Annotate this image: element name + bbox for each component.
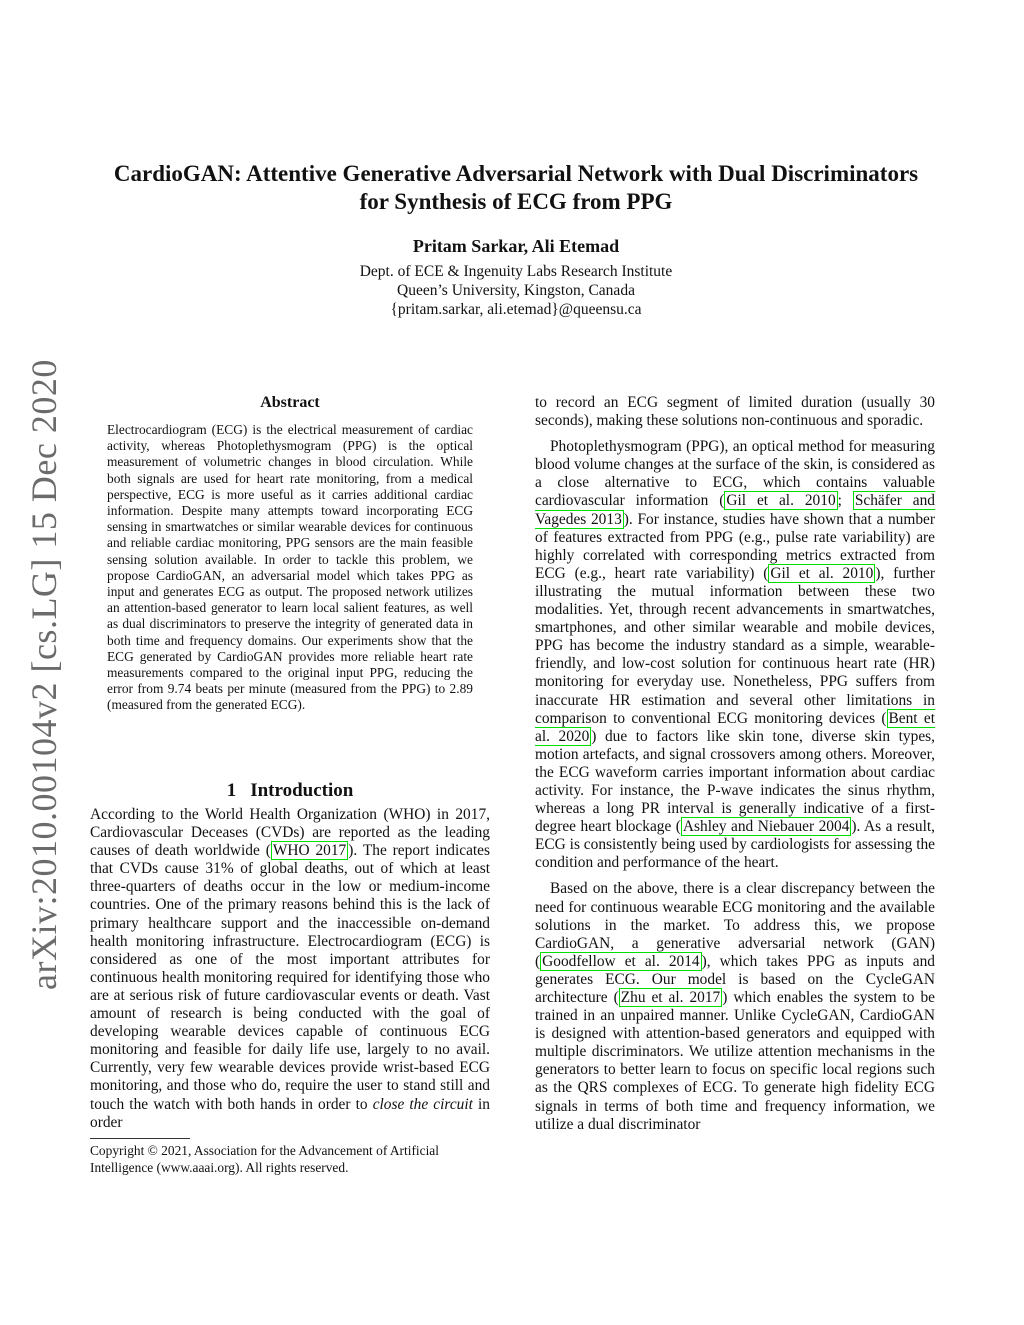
- authors: Pritam Sarkar, Ali Etemad: [412, 236, 620, 256]
- intro-text: ). The report indicates that CVDs cause 31% of global deaths, out of which at least three-quarters of deaths occur in the low or medium-income countries. One of the primary reasons behind this is the lack of primary healthcare support and the inaccessible on-demand health monitoring infrastructure. Electrocardiogram (ECG) is considered as one of the most important attributes for continuous health monitoring required for identifying those who are at serious risk of future cardiovascular events or death. Vast amount of research is being conducted with the goal of developing wearable devices capable of continuous ECG monitoring and feasible for daily life use, largely to no avail. Currently, very few wearable devices provide wrist-based ECG monitoring, and those who do, require the user to stand still and touch the watch with both hands in order to: [90, 842, 491, 1113]
- para-text: ;: [837, 492, 853, 510]
- para-text: ). As a result, ECG is consistently being used by cardiologists for assessing the condition and performance of the heart.: [535, 818, 935, 872]
- para-text: ) which enables the system to be trained in an unpaired manner. Unlike CycleGAN, CardioGAN is designed with attention-based generators and equipped with multiple discriminators. We utilize attention mechanisms in the generators to better learn to focus on specific local regions such as the QRS complexes of ECG. To generate high fidelity ECG signals in terms of both time and frequency information, we utilize a dual discriminator: [535, 989, 935, 1133]
- citation-link[interactable]: Ashley and Niebauer 2004: [682, 818, 850, 836]
- right-paragraph-2: [535, 438, 935, 872]
- arxiv-stamp: arXiv:2010.00104v2 [cs.LG] 15 Dec 2020: [24, 359, 64, 990]
- citation-link[interactable]: Goodfellow et al. 2014: [542, 952, 700, 970]
- footnote-rule: [90, 1138, 190, 1139]
- right-paragraph-1: to record an ECG segment of limited duration (usually 30 seconds), making these solutions non-continuous and sporadic.: [535, 394, 935, 430]
- intro-text: in order: [90, 1095, 490, 1131]
- para-text: ), which takes PPG as inputs and generates ECG. Our model is based on the CycleGAN architecture (: [535, 952, 936, 1006]
- abstract-heading: Abstract: [260, 394, 320, 411]
- paper-title: [60, 160, 972, 216]
- para-text: ) due to factors like skin tone, diverse skin types, motion artefacts, and signal crossovers among others. Moreover, the ECG waveform carries important information about cardiac activity. For instance, the P-wave indicates the sinus rhythm, whereas a long PR interval is generally indicative of a first-degree heart blockage (: [535, 727, 935, 836]
- affiliation: [160, 262, 872, 319]
- para-text: Photoplethysmogram (PPG), an optical method for measuring blood volume changes at the surface of the skin, is considered as a close alternative to ECG, which contains valuable cardiovascular information (: [535, 438, 935, 510]
- para-text: Based on the above, there is a clear discrepancy between the need for continuous wearable ECG monitoring and the available solutions in the market. To address this, we propose CardioGAN, a generative adversarial network (GAN) (: [535, 880, 935, 970]
- title-line-2: for Synthesis of ECG from PPG: [359, 189, 673, 214]
- right-paragraph-3: [535, 880, 935, 1133]
- copyright-footnote: Copyright © 2021, Association for the Advancement of Artificial Intelligence (www.aaai.org). All rights reserved.: [90, 1143, 439, 1175]
- affiliation-line-2: Queen’s University, Kingston, Canada: [397, 282, 635, 299]
- section-title: Introduction: [250, 780, 354, 801]
- citation-link[interactable]: Zhu et al. 2017: [620, 989, 721, 1006]
- citation-link[interactable]: WHO 2017: [272, 842, 347, 860]
- citation-link[interactable]: Gil et al. 2010: [726, 492, 836, 510]
- affiliation-line-1: Dept. of ECE & Ingenuity Labs Research Institute: [359, 263, 673, 280]
- para-text: ). For instance, studies have shown that a number of features extracted from PPG (e.g., pulse rate variability) are highly correlated with corresponding metrics extracted from ECG (e.g., heart rate variability) (: [535, 510, 935, 582]
- section-number: 1: [226, 780, 237, 801]
- affiliation-emails: {pritam.sarkar, ali.etemad}@queensu.ca: [390, 301, 642, 318]
- intro-emphasis: close the circuit: [372, 1095, 473, 1113]
- citation-link[interactable]: Bent et al. 2020: [535, 709, 935, 745]
- section-heading-introduction: [90, 780, 490, 802]
- intro-text: According to the World Health Organization (WHO) in 2017, Cardiovascular Deceases (CVDs) are reported as the leading causes of death worldwide (: [90, 806, 490, 860]
- citation-link[interactable]: Schäfer and Vagedes 2013: [535, 492, 935, 528]
- abstract-text: Electrocardiogram (ECG) is the electrical measurement of cardiac activity, whereas Photoplethysmogram (PPG) is the optical measurement of volumetric changes in blood circulation. While both signals are used for heart rate monitoring, from a medical perspective, ECG is more useful as it carries additional cardiac information. Despite many attempts toward incorporating ECG sensing in smartwatches or similar wearable devices for continuous and reliable cardiac monitoring, PPG sensors are the main feasible sensing solution available. In order to tackle this problem, we propose CardioGAN, an adversarial model which takes PPG as input and generates ECG as output. The proposed network utilizes an attention-based generator to learn local salient features, as well as dual discriminators to preserve the integrity of generated data in both time and frequency domains. Our experiments show that the ECG generated by CardioGAN provides more reliable heart rate measurements compared to the original input PPG, reducing the error from 9.74 beats per minute (measured from the PPG) to 2.89 (measured from the generated ECG).: [107, 422, 473, 713]
- citation-link[interactable]: Gil et al. 2010: [770, 564, 874, 582]
- title-line-1: CardioGAN: Attentive Generative Adversarial Network with Dual Discriminators: [113, 161, 919, 186]
- right-column: [535, 394, 935, 1142]
- intro-paragraph: [90, 806, 490, 1132]
- para-text: ), further illustrating the mutual information between these two modalities. Yet, through recent advancements in smartwatches, smartphones, and other similar wearable and mobile devices, PPG has become the industry standard as a simple, wearable-friendly, and low-cost solution for continuous heart rate (HR) monitoring for everyday use. Nonetheless, PPG suffers from inaccurate HR estimation and several other limitations in comparison to conventional ECG monitoring devices (: [535, 564, 935, 727]
